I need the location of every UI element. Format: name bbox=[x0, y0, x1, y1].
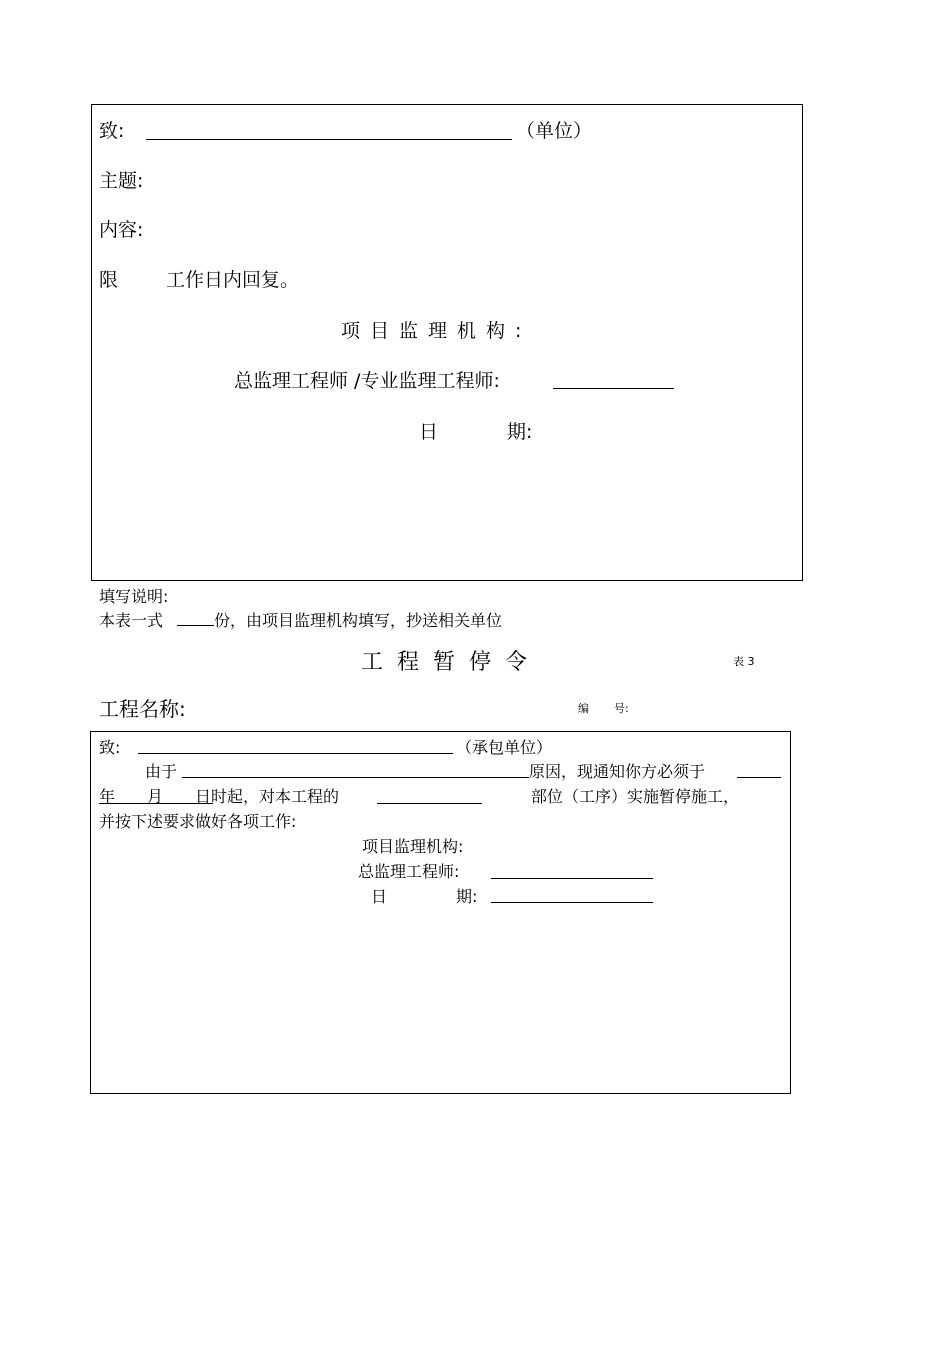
reason-prefix: 由于 bbox=[145, 762, 178, 781]
notes-text-suffix: 份，由项目监理机构填写，抄送相关单位 bbox=[214, 611, 503, 630]
supervision-org-label: 项目监理机构: bbox=[341, 320, 532, 342]
part-suffix: 部位（工序）实施暂停施工， bbox=[531, 787, 740, 806]
reason-blank[interactable] bbox=[182, 777, 529, 778]
project-name-label: 工程名称: bbox=[99, 697, 186, 721]
date-label-a-2: 日 bbox=[371, 887, 388, 906]
notes-heading: 填写说明: bbox=[99, 587, 169, 606]
recipient-unit-blank[interactable] bbox=[146, 139, 512, 140]
chief-engineer-signature-blank[interactable] bbox=[491, 878, 653, 879]
date-label-b: 期: bbox=[507, 421, 533, 443]
work-part-blank[interactable] bbox=[377, 803, 482, 804]
content-label: 内容: bbox=[99, 219, 144, 241]
to-label: 致: bbox=[99, 120, 125, 142]
chief-engineer-label-2: 总监理工程师: bbox=[358, 862, 460, 881]
contractor-suffix: （承包单位） bbox=[456, 738, 553, 757]
subject-label: 主题: bbox=[99, 170, 144, 192]
instruction-text: 并按下述要求做好各项工作: bbox=[99, 812, 297, 831]
date-label-b-2: 期: bbox=[456, 887, 478, 906]
reason-suffix: 原因，现通知你方必须于 bbox=[529, 762, 706, 781]
month-label: 月 bbox=[147, 787, 164, 806]
date-underline[interactable] bbox=[99, 803, 213, 804]
start-year-blank[interactable] bbox=[737, 777, 781, 778]
unit-suffix: （单位） bbox=[516, 120, 593, 142]
copies-blank[interactable] bbox=[177, 625, 214, 626]
chief-engineer-label: 总监理工程师 /专业监理工程师: bbox=[234, 370, 500, 392]
date-blank-2[interactable] bbox=[491, 902, 653, 903]
contractor-name-blank[interactable] bbox=[138, 753, 453, 754]
year-label: 年 bbox=[99, 787, 116, 806]
supervision-org-label-2: 项目监理机构: bbox=[362, 837, 464, 856]
contractor-to-label: 致: bbox=[99, 738, 121, 757]
date-label-a: 日 bbox=[419, 421, 439, 443]
page-title: 工程暂停令 bbox=[361, 650, 542, 675]
serial-number-label-b: 号: bbox=[614, 702, 629, 715]
reply-limit-prefix: 限 bbox=[99, 269, 119, 291]
serial-number-label-a: 编 bbox=[578, 702, 589, 715]
notes-text-prefix: 本表一式 bbox=[99, 611, 164, 630]
reply-limit-suffix: 工作日内回复。 bbox=[166, 269, 300, 291]
day-label: 日时起，对本工程的 bbox=[195, 787, 340, 806]
engineer-signature-blank[interactable] bbox=[553, 388, 674, 389]
table-number: 表 3 bbox=[733, 655, 755, 668]
